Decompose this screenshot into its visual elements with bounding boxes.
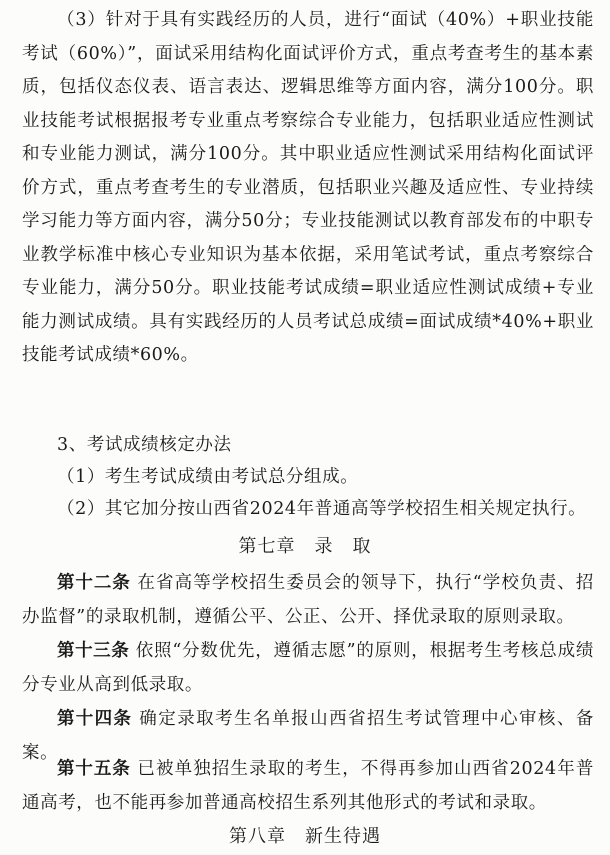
article-13 [22,634,594,702]
article-14-number: 第十四条 [57,709,133,729]
article-15-number: 第十五条 [57,759,131,779]
article-12 [22,566,594,634]
score-method-item-1: （1）考生考试成绩由考试总分组成。 [57,467,359,487]
chapter-8-title: 第八章 新生待遇 [229,826,381,847]
article-13-text: 依照“分数优先，遵循志愿”的原则，根据考生考核总成绩分专业从高到低录取。 [22,641,594,695]
score-method-item-2: （2）其它加分按山西省2024年普通高等学校招生相关规定执行。 [57,499,587,519]
article-15 [22,752,594,820]
paragraph-section-3-item-3: （3）针对于具有实践经历的人员，进行“面试（40%）+职业技能考试（60%）”，面试采用结构化面试评价方式，重点考查考生的基本素质，包括仪态仪表、语言表达、逻辑思维等方面内容，满分100分。职业技能考试根据报考专业重点考察综合专业能力，包括职业适应性测试和专业能力测试，满分100分。其中职业适应性测试采用结构化面试评价方式，重点考查考生的专业潜质，包括职业兴趣及适应性、专业持续学习能力等方面内容，满分50分；专业技能测试以教育部发布的中职专业教学标准中核心专业知识为基本依据，采用笔试考试，重点考察综合专业能力，满分50分。职业技能考试成绩=职业适应性测试成绩+专业能力测试成绩。具有实践经历的人员考试总成绩=面试成绩*40%+职业技能考试成绩*60%。 [22,10,594,365]
score-method-heading: 3、考试成绩核定办法 [57,435,232,455]
article-14-text: 确定录取考生名单报山西省招生考试管理中心审核、备案。 [22,709,594,763]
article-15-text: 已被单独招生录取的考生，不得再参加山西省2024年普通高考，也不能再参加普通高校招生系列其他形式的考试和录取。 [22,759,594,813]
chapter-7-title: 第七章 录 取 [238,536,372,557]
article-13-number: 第十三条 [57,641,130,661]
article-12-number: 第十二条 [57,573,131,593]
article-12-text: 在省高等学校招生委员会的领导下，执行“学校负责、招办监督”的录取机制，遵循公平、公正、公开、择优录取的原则录取。 [22,573,594,627]
